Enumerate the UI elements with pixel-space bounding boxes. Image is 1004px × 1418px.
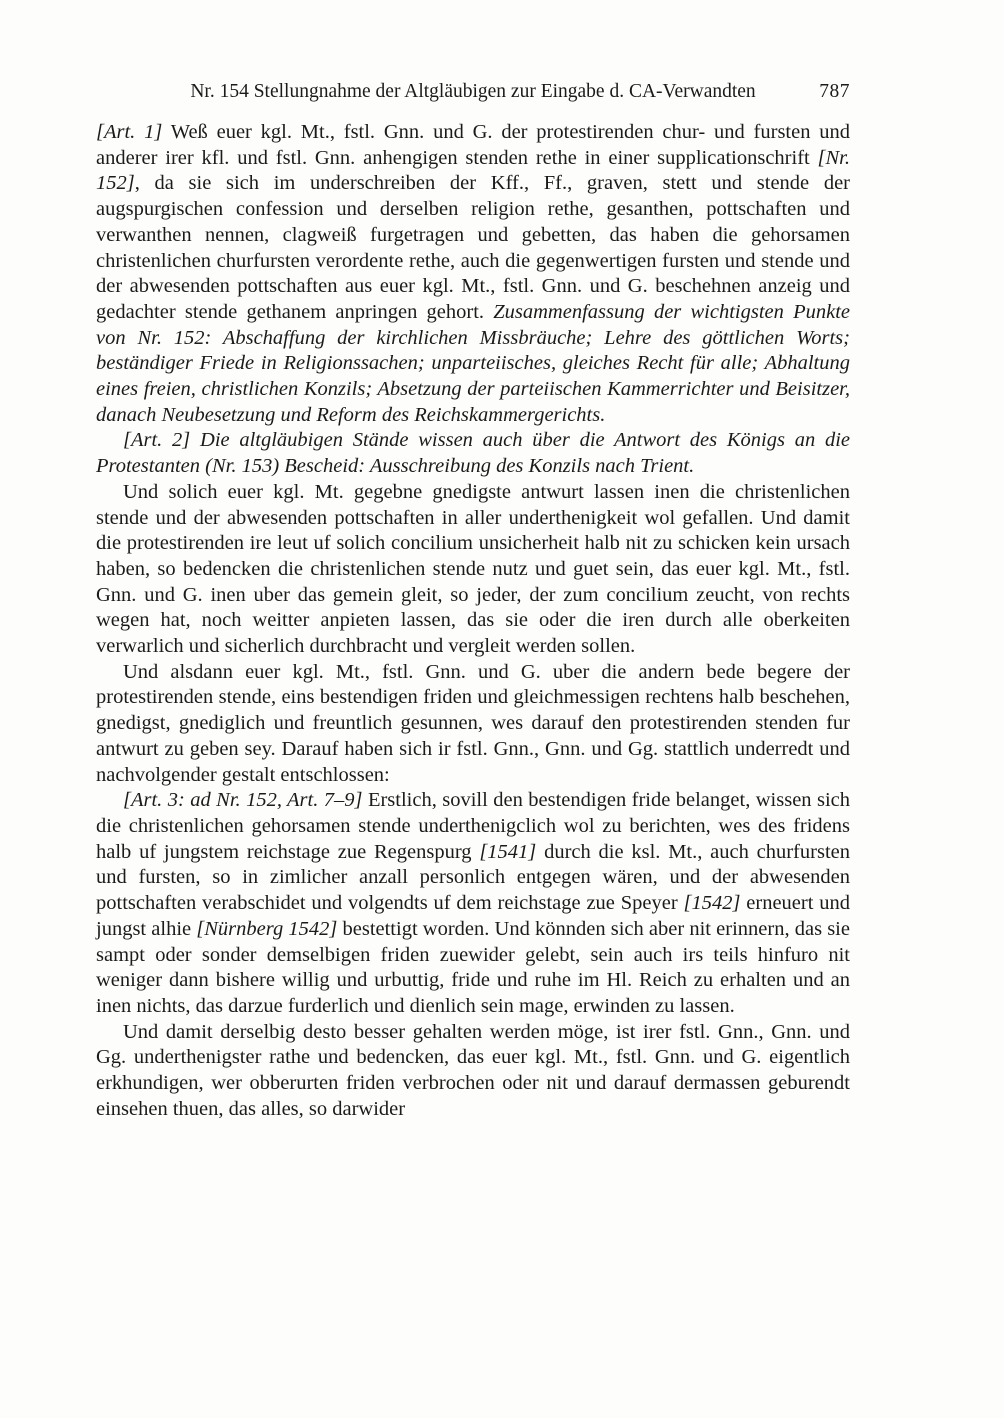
text-run: , da sie sich im underschreiben der Kff., Ff., graven, stett und stende der augspurgischen confession und derselben religion rethe, gesanthen, pottschaften und verwanthen nennen, clagweiß furgetragen und gebetten, das haben die gehorsamen christenlichen churfursten verordente rethe, auch die gegenwertigen fursten und stende und der abwesenden pottschaften aus euer kgl. Mt., fstl. Gnn. und G. beschehnen anzeig und gedachter stende gethanem anpringen gehort. [96, 172, 850, 323]
text-run: [Art. 3: ad Nr. 152, Art. 7–9] [123, 789, 363, 812]
text-run: erneuert und jungst alhie [96, 892, 850, 940]
paragraph [96, 660, 850, 789]
text-run: [1542] [683, 892, 741, 915]
text-run: Und solich euer kgl. Mt. gegebne gnedigste antwurt lassen inen die christenlichen stende und der abwesenden pottschaften in aller underthenigkeit wol gefallen. Und damit die protestirenden ire leut uf solich concilium unsicherheit halb nit zu schicken kein ursach haben, so bedencken die christenlichen stende nutz und guet sein, das euer kgl. Mt., fstl. Gnn. und G. inen uber das gemein gleit, so jeder, der zum concilium zeucht, von rechts wegen hat, noch weitter anpieten lassen, das sie oder die iren durch alle oberkeiten verwarlich und sicherlich durchbracht und vergleit werden sollen. [96, 480, 850, 658]
page-number: 787 [819, 81, 850, 102]
text-run: Und damit derselbig desto besser gehalten werden möge, ist irer fstl. Gnn., Gnn. und Gg. underthenigster rathe und bedencken, das euer kgl. Mt., fstl. Gnn. und G. eigentlich erkhundigen, wer obberurten friden verbrochen oder nit und darauf dermassen geburendt einsehen thuen, das alles, so darwider [96, 1020, 850, 1120]
paragraph [96, 788, 850, 1019]
text-run: [Nürnberg 1542] [196, 917, 338, 940]
text-run: [Nr. 152] [96, 146, 850, 195]
page-header [96, 80, 850, 104]
text-run: Zusammenfassung der wichtigsten Punkte von Nr. 152: Abschaffung der kirchlichen Missbräuche; Lehre des göttlichen Worts; beständiger Friede in Religionssachen; unparteiisches, gleiches Recht für alle; Abhaltung eines freien, christlichen Konzils; Absetzung der parteiischen Kammerrichter und Beisitzer, danach Neubesetzung und Reform des Reichskammergerichts. [96, 300, 850, 426]
paragraph [96, 428, 850, 479]
text-run: durch die ksl. Mt., auch churfursten und fursten, so in zimlicher anzall personlich entgegen wären, und der abwesenden pottschaften verabschidet und volgendts uf dem reichstage zue Speyer [96, 840, 850, 915]
running-head: Nr. 154 Stellungnahme der Altgläubigen zur Eingabe d. CA-Verwandten [190, 81, 756, 102]
text-block [96, 120, 850, 1122]
text-run: Erstlich, sovill den bestendigen fride belanget, wissen sich die christenlichen gehorsamen stende underthenigclich wol zu berichten, wes des fridens halb uf jungstem reichstage zue Regenspurg [96, 789, 850, 863]
text-run: bestettigt worden. Und könnden sich aber nit erinnern, das sie sampt oder sonder demselbigen friden zuewider gelebt, sein auch irs teils hinfuro nit weniger dann bishere willig und urbuttig, fride und ruhe im Hl. Reich zu erhalten und an inen nichts, das darzue furderlich und dienlich sein mage, erwinden zu lassen. [96, 917, 850, 1017]
text-run: Und alsdann euer kgl. Mt., fstl. Gnn. und G. uber die andern bede begere der protestirenden stende, eins bestendigen friden und gleichmessigen rechtens halb beschehen, gnedigst, gnediglich und freuntlich gesunnen, wes darauf den protestirenden stenden fur antwurt zu geben sey. Darauf haben sich ir fstl. Gnn., Gnn. und Gg. stattlich underredt und nachvolgender gestalt entschlossen: [96, 660, 850, 786]
paragraph [96, 480, 850, 660]
text-run: Weß euer kgl. Mt., fstl. Gnn. und G. der protestirenden chur- und fursten und anderer irer kfl. und fstl. Gnn. anhengigen stenden rethe in einer supplicationschrift [96, 121, 851, 169]
text-run: [1541] [479, 840, 537, 863]
paragraph [96, 120, 850, 428]
text-run: [Art. 1] [96, 121, 163, 143]
paragraph [96, 1020, 850, 1123]
text-run: [Art. 2] Die altgläubigen Stände wissen auch über die Antwort des Königs an die Protestanten (Nr. 153) Bescheid: Ausschreibung des Konzils nach Trient. [96, 429, 850, 478]
